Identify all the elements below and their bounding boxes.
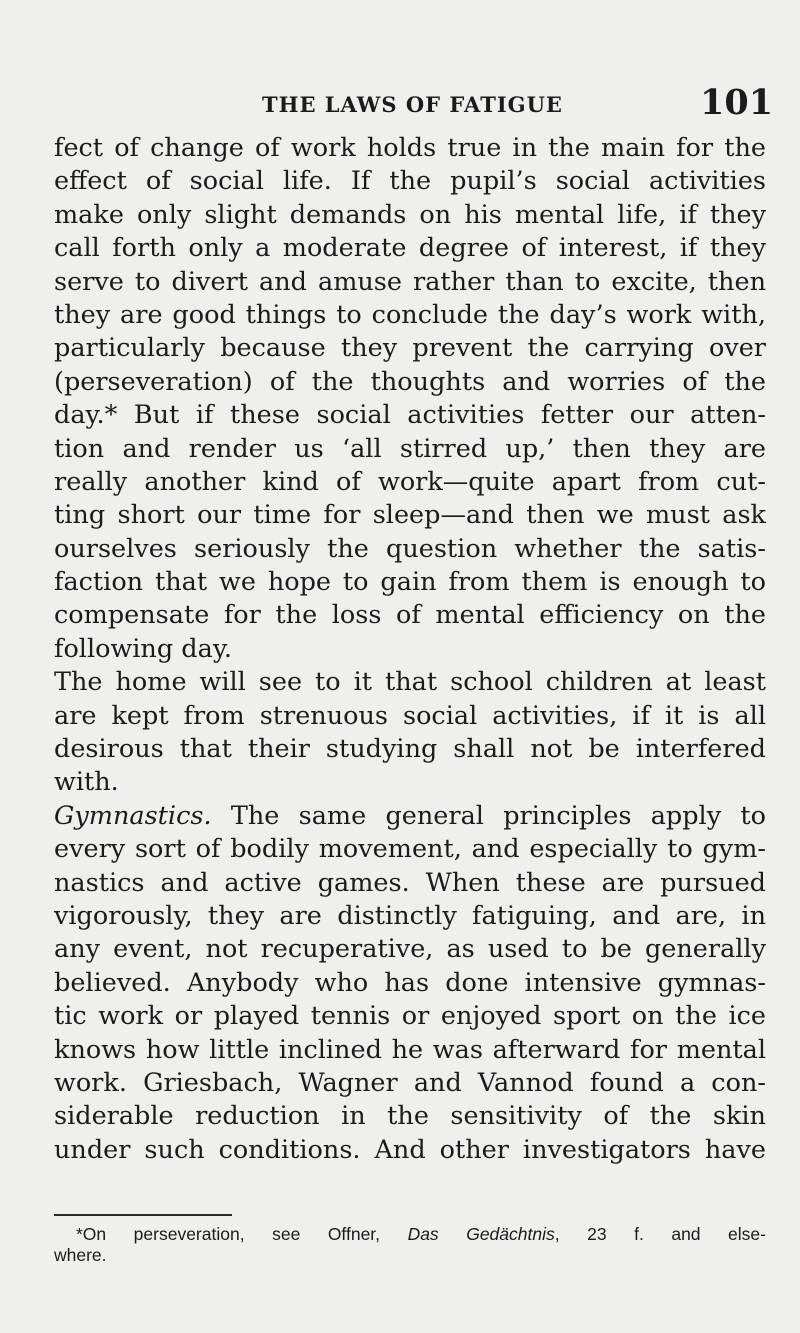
text-line: compensate for the loss of mental efficiency on the bbox=[54, 600, 766, 631]
text-line: tic work or played tennis or enjoyed sport on the ice bbox=[54, 1001, 766, 1032]
footnote bbox=[54, 1224, 766, 1266]
text-line: fect of change of work holds true in the main for the bbox=[54, 133, 766, 163]
text-line: tion and render us ‘all stirred up,’ then they are bbox=[54, 433, 766, 464]
body-text bbox=[54, 132, 766, 1167]
text-line: following day. bbox=[54, 633, 232, 664]
text-line: serve to divert and amuse rather than to excite, then bbox=[54, 266, 766, 297]
text-line: vigorously, they are distinctly fatiguing, and are, in bbox=[54, 900, 766, 931]
text-line: call forth only a moderate degree of interest, if they bbox=[54, 233, 766, 264]
running-head bbox=[0, 82, 800, 128]
text-line: any event, not recuperative, as used to be generally bbox=[54, 934, 766, 965]
text-line: particularly because they prevent the carrying over bbox=[54, 333, 766, 364]
footnote-text: *On perseveration, see Offner, bbox=[76, 1224, 408, 1244]
text-line: (perseveration) of the thoughts and worries of the bbox=[54, 366, 766, 397]
text-line: The home will see to it that school children at least bbox=[54, 667, 766, 698]
footnote-line: where. bbox=[54, 1245, 107, 1265]
text-line: faction that we hope to gain from them is enough to bbox=[54, 567, 766, 598]
section-heading: Gymnastics. bbox=[54, 800, 212, 831]
text-line: really another kind of work—quite apart from cut- bbox=[54, 466, 766, 497]
text-line: ting short our time for sleep—and then we must ask bbox=[54, 500, 766, 531]
running-title: THE LAWS OF FATIGUE bbox=[262, 92, 563, 117]
text-line: nastics and active games. When these are pursued bbox=[54, 867, 766, 898]
text-line: they are good things to conclude the day’s work with, bbox=[54, 299, 766, 330]
text-line: day.* But if these social activities fetter our atten- bbox=[54, 400, 766, 431]
text-line: work. Griesbach, Wagner and Vannod found a con- bbox=[54, 1067, 766, 1098]
footnote-text: , 23 f. and else- bbox=[554, 1224, 766, 1244]
text-line: effect of social life. If the pupil’s social activities bbox=[54, 166, 766, 197]
text-line: The same general principles apply to bbox=[230, 800, 766, 831]
page-number: 101 bbox=[700, 82, 774, 123]
footnote-rule bbox=[54, 1214, 232, 1216]
text-line: under such conditions. And other investigators have bbox=[54, 1134, 766, 1165]
section-line bbox=[54, 800, 766, 833]
text-line: desirous that their studying shall not be interfered bbox=[54, 734, 766, 765]
footnote-line bbox=[54, 1224, 766, 1245]
text-line: knows how little inclined he was afterward for mental bbox=[54, 1034, 766, 1065]
footnote-book-title: Das Gedächtnis bbox=[407, 1224, 555, 1244]
text-line: believed. Anybody who has done intensive gymnas- bbox=[54, 967, 766, 998]
text-line: with. bbox=[54, 767, 119, 798]
text-line: make only slight demands on his mental life, if they bbox=[54, 199, 766, 230]
text-line: siderable reduction in the sensitivity of the skin bbox=[54, 1101, 766, 1132]
text-line: are kept from strenuous social activities, if it is all bbox=[54, 700, 766, 731]
text-line: ourselves seriously the question whether the satis- bbox=[54, 533, 766, 564]
text-line: every sort of bodily movement, and especially to gym- bbox=[54, 834, 766, 865]
